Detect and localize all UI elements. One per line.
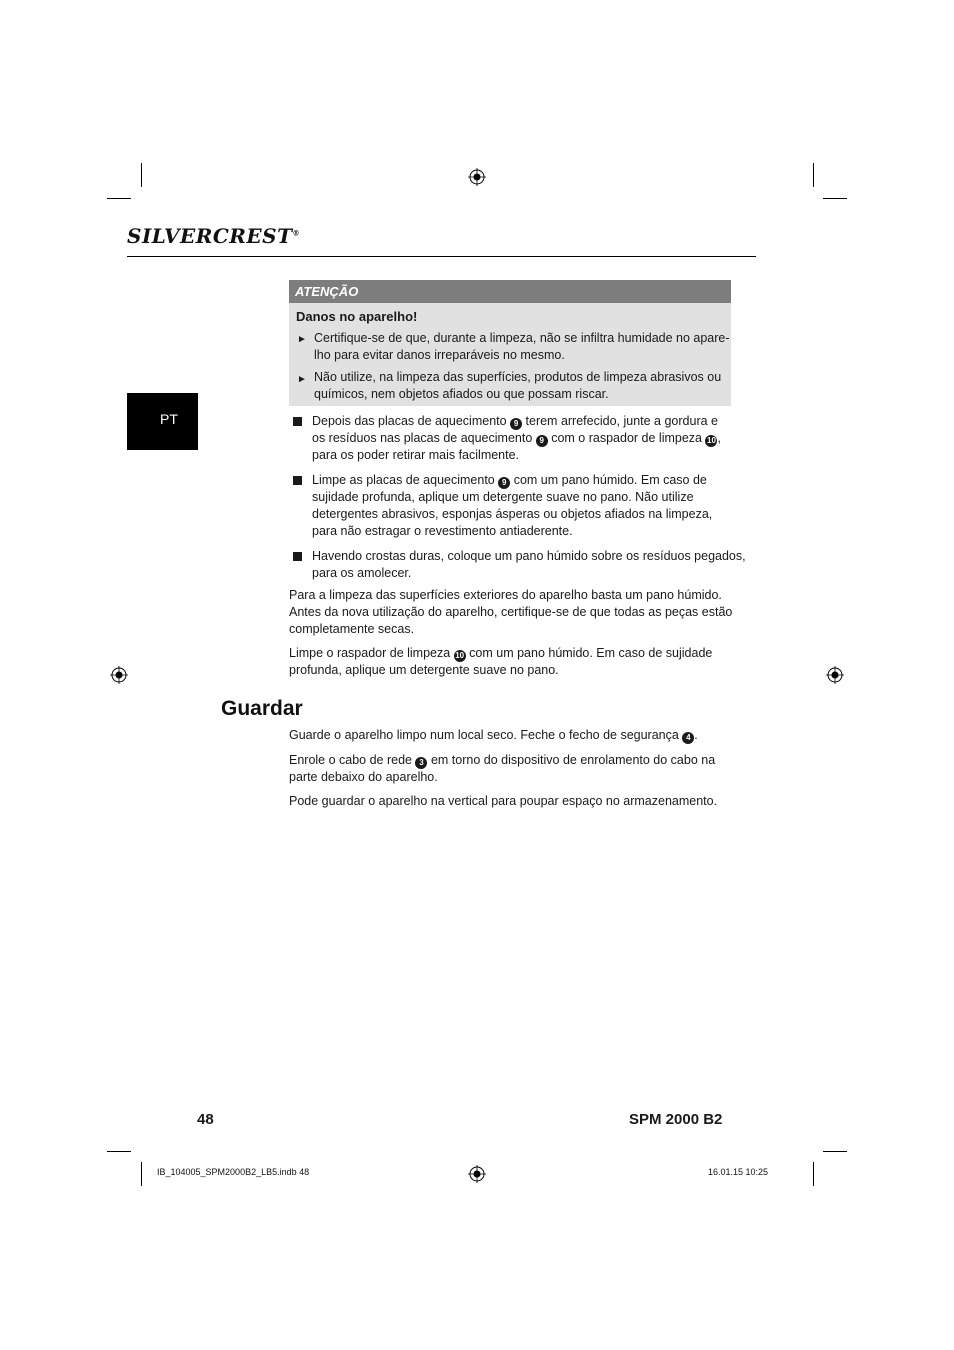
arrow-bullet-icon: ► (297, 374, 307, 385)
list-item: Depois das placas de aquecimento 9 terem arrefecido, junte a gordura e os resíduos nas placas de aquecimento 9 com o raspador de limpeza 10 , para os poder retirar mais facilmente. (312, 414, 721, 462)
list-item: Limpe as placas de aquecimento 9 com um pano húmido. Em caso de sujidade profunda, aplique um detergente suave no pano. Não utilize detergentes abrasivos, esponjas ásperas ou objetos afiados na limpeza, para não estragar o revestimento antiaderente. (312, 473, 713, 538)
warning-header: ATENÇÃO (289, 280, 731, 303)
model-name: SPM 2000 B2 (629, 1111, 723, 1128)
square-bullet-icon (293, 476, 302, 485)
crop-mark (107, 1151, 131, 1152)
header-rule (127, 256, 756, 257)
slug-date: 16.01.15 10:25 (708, 1167, 769, 1177)
brand-logo: SILVERCREST® (127, 224, 300, 248)
paragraph: Limpe o raspador de limpeza 10 com um pano húmido. Em caso de sujidade profunda, aplique um detergente suave no pano. (289, 646, 713, 677)
number-badge: 9 (510, 418, 522, 430)
number-badge: 9 (498, 477, 510, 489)
slug-file: IB_104005_SPM2000B2_LB5.indb 48 (157, 1167, 310, 1177)
crop-mark (823, 1151, 847, 1152)
warning-item: Não utilize, na limpeza das superfícies, produtos de limpeza abrasivos ou químicos, nem objetos afiados ou que possam riscar. (314, 370, 722, 401)
crop-mark (813, 1162, 814, 1186)
page-number: 48 (197, 1111, 214, 1128)
paragraph: Pode guardar o aparelho na vertical para poupar espaço no armazenamento. (289, 794, 718, 808)
paragraph: Guarde o aparelho limpo num local seco. Feche o fecho de segurança 4 . (289, 728, 698, 742)
warning-item: Certifique-se de que, durante a limpeza, não se infiltra humidade no apare- lho para evitar danos irreparáveis no mesmo. (314, 331, 730, 362)
square-bullet-icon (293, 552, 302, 561)
crop-mark (813, 163, 814, 187)
language-tab: PT (127, 393, 198, 450)
arrow-bullet-icon: ► (297, 334, 307, 345)
number-badge: 3 (415, 757, 427, 769)
square-bullet-icon (293, 417, 302, 426)
warning-title: Danos no aparelho! (296, 309, 418, 324)
list-item: Havendo crostas duras, coloque um pano húmido sobre os resíduos pegados, para os amolecer. (312, 549, 746, 580)
paragraph: Enrole o cabo de rede 3 em torno do dispositivo de enrolamento do cabo na parte debaixo do aparelho. (289, 753, 716, 784)
number-badge: 9 (536, 435, 548, 447)
number-badge: 10 (455, 651, 465, 660)
registration-mark-icon (110, 666, 128, 684)
paragraph: Para a limpeza das superfícies exteriores do aparelho basta um pano húmido. Antes da nova utilização do aparelho, certifique-se de que todas as peças estão completamente secas. (289, 588, 733, 636)
crop-mark (823, 198, 847, 199)
crop-mark (141, 1162, 142, 1186)
registration-mark-icon (826, 666, 844, 684)
registration-mark-icon (468, 1165, 486, 1183)
number-badge: 4 (682, 732, 694, 744)
registration-mark-icon (468, 168, 486, 186)
crop-mark (107, 198, 131, 199)
number-badge: 10 (707, 436, 716, 445)
crop-mark (141, 163, 142, 187)
section-title: Guardar (221, 697, 303, 720)
